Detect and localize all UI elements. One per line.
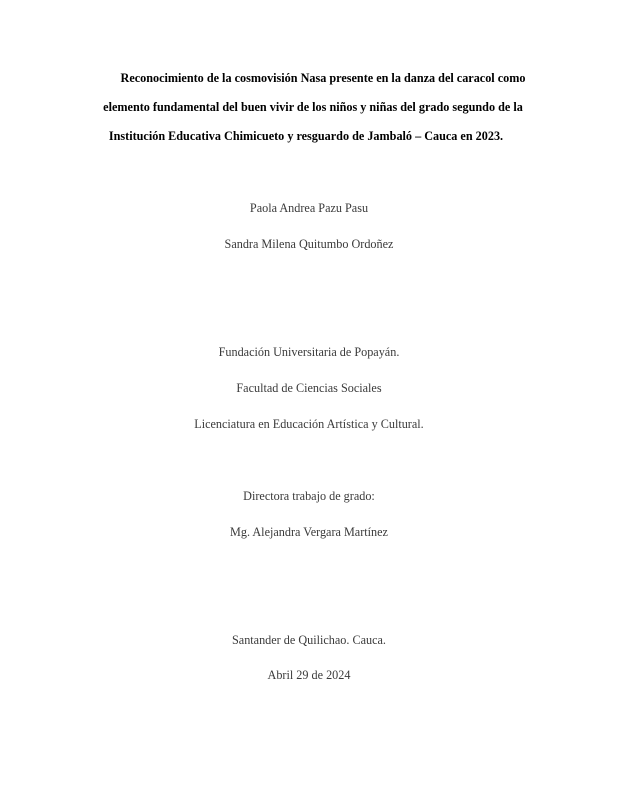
title-line-3: Institución Educativa Chimicueto y resguardo de Jambaló – Cauca en 2023.	[108, 129, 504, 143]
author-2: Sandra Milena Quitumbo Ordoñez	[224, 237, 394, 251]
program-name: Licenciatura en Educación Artística y Cultural.	[194, 417, 424, 431]
title-line-2: elemento fundamental del buen vivir de los niños y niñas del grado segundo de la	[103, 100, 523, 114]
title-line-1: Reconocimiento de la cosmovisión Nasa presente en la danza del caracol como	[120, 71, 526, 85]
faculty-name: Facultad de Ciencias Sociales	[236, 381, 382, 395]
university-name: Fundación Universitaria de Popayán.	[218, 345, 400, 359]
place: Santander de Quilichao. Cauca.	[232, 633, 386, 647]
author-1: Paola Andrea Pazu Pasu	[249, 201, 369, 215]
director-label: Directora trabajo de grado:	[243, 489, 375, 503]
date: Abril 29 de 2024	[267, 668, 351, 682]
director-name: Mg. Alejandra Vergara Martínez	[230, 525, 388, 539]
